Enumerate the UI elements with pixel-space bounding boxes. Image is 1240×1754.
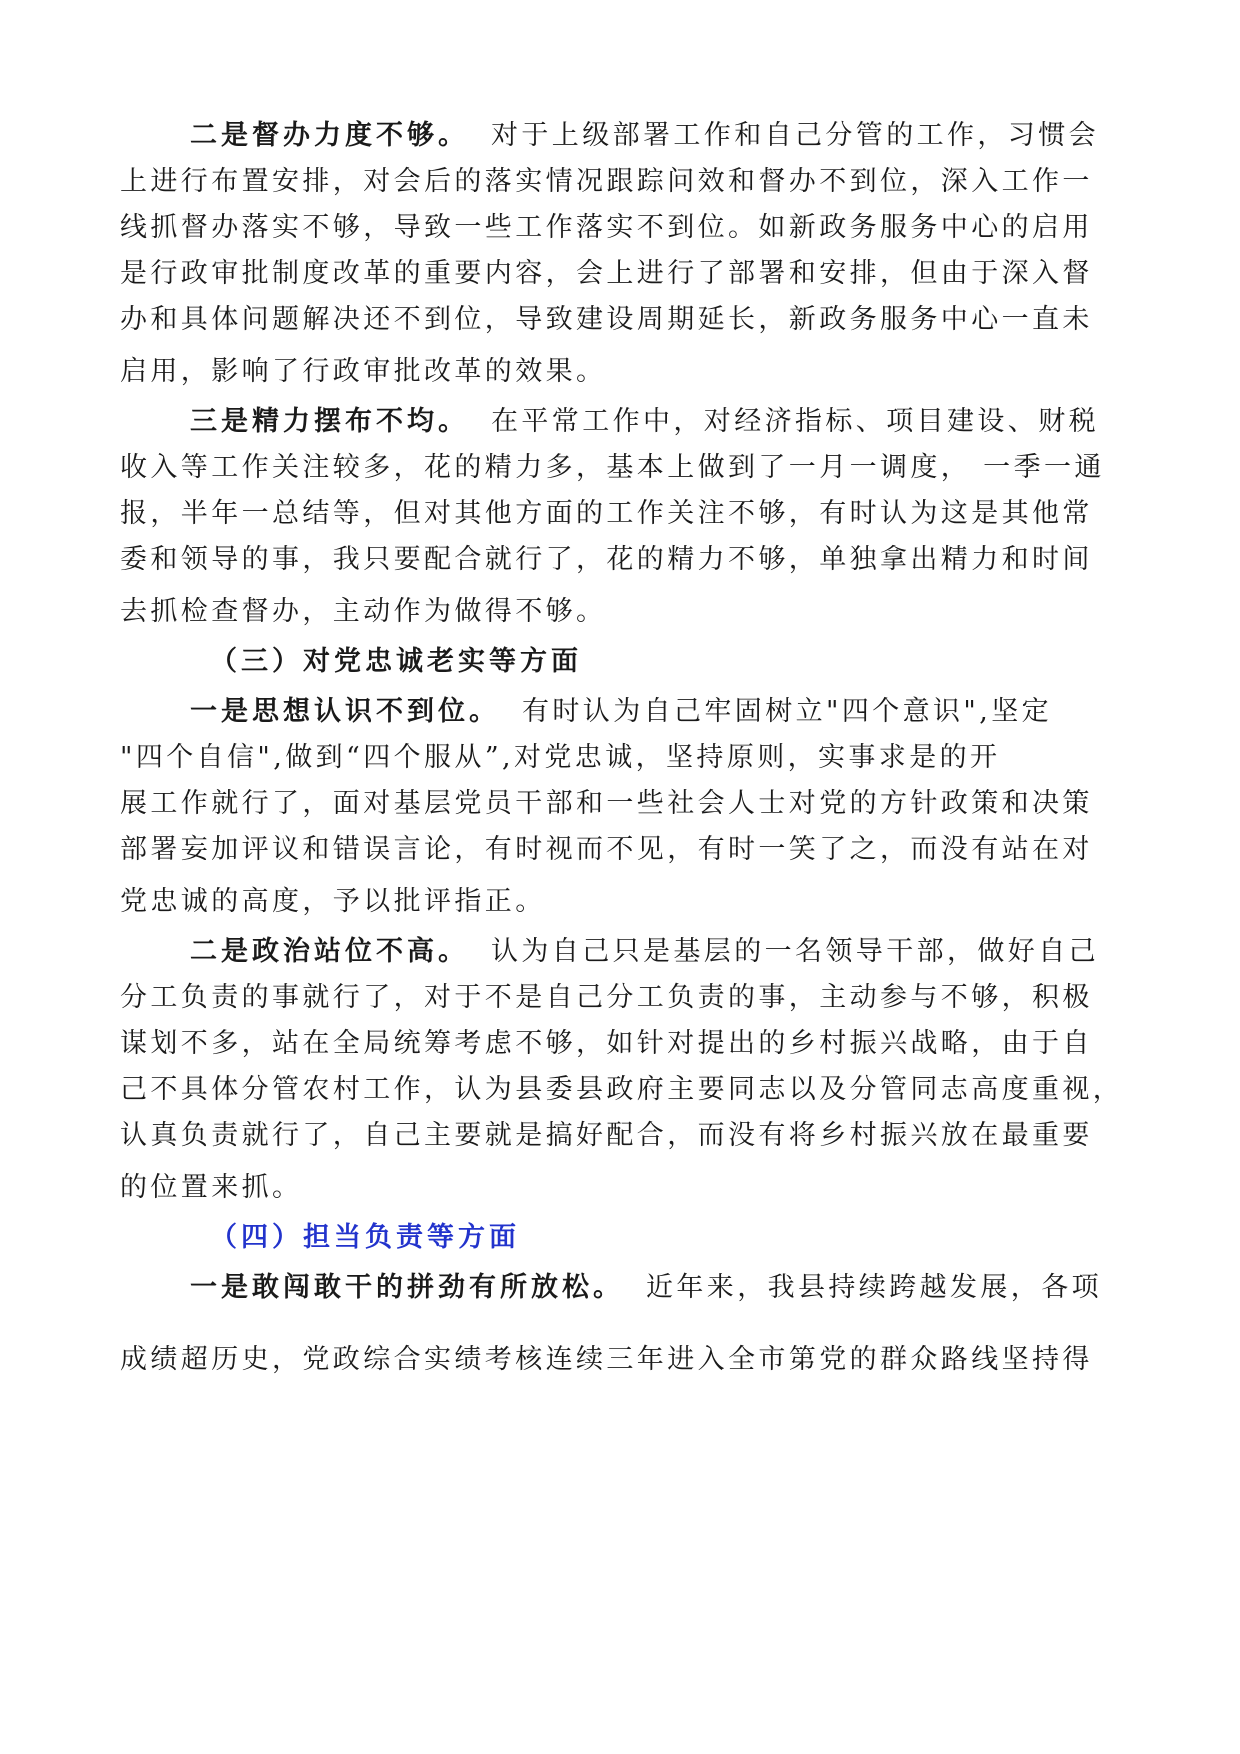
paragraph-text: 近年来，我县持续跨越发展，各项 — [646, 1272, 1102, 1303]
paragraph-line: 去抓检查督办，主动作为做得不够。 — [120, 596, 607, 627]
paragraph-line — [190, 404, 1130, 440]
paragraph-line: 收入等工作关注较多，花的精力多，基本上做到了一月一调度， 一季一通 — [120, 452, 1105, 483]
paragraph-line: 认真负责就行了，自己主要就是搞好配合，而没有将乡村振兴放在最重要 — [120, 1120, 1093, 1151]
paragraph-line: 党忠诚的高度，予以批评指正。 — [120, 886, 546, 917]
paragraph-line: 分工负责的事就行了，对于不是自己分工负责的事，主动参与不够，积极 — [120, 982, 1093, 1013]
paragraph-line: 委和领导的事，我只要配合就行了，花的精力不够，单独拿出精力和时间 — [120, 544, 1093, 575]
paragraph-line: 报，半年一总结等，但对其他方面的工作关注不够，有时认为这是其他常 — [120, 498, 1093, 529]
paragraph-line: 办和具体问题解决还不到位，导致建设周期延长，新政务服务中心一直未 — [120, 304, 1093, 335]
paragraph-line: 展工作就行了，面对基层党员干部和一些社会人士对党的方针政策和决策 — [120, 788, 1093, 819]
paragraph-line — [190, 934, 1130, 970]
paragraph-line: 成绩超历史，党政综合实绩考核连续三年进入全市第党的群众路线坚持得 — [120, 1344, 1093, 1375]
paragraph-text: 对于上级部署工作和自己分管的工作，习惯会 — [491, 120, 1099, 151]
paragraph-lead: 二是督办力度不够。 — [190, 120, 469, 151]
paragraph-line: 己不具体分管农村工作，认为县委县政府主要同志以及分管同志高度重视， — [120, 1074, 1124, 1105]
paragraph-line: 启用，影响了行政审批改革的效果。 — [120, 356, 607, 387]
paragraph-line: 的位置来抓。 — [120, 1172, 303, 1203]
paragraph-line: 上进行布置安排，对会后的落实情况跟踪问效和督办不到位，深入工作一 — [120, 166, 1093, 197]
paragraph-lead: 三是精力摆布不均。 — [190, 406, 469, 437]
paragraph-line: "四个自信",做到“四个服从”,对党忠诚，坚持原则，实事求是的开 — [120, 742, 1001, 773]
paragraph-text: 在平常工作中，对经济指标、项目建设、财税 — [491, 406, 1099, 437]
paragraph-line: 是行政审批制度改革的重要内容，会上进行了部署和安排，但由于深入督 — [120, 258, 1093, 289]
paragraph-text: 有时认为自己牢固树立"四个意识",坚定 — [522, 696, 1053, 727]
paragraph-text: 认为自己只是基层的一名领导干部，做好自己 — [491, 936, 1099, 967]
paragraph-lead: 二是政治站位不高。 — [190, 936, 469, 967]
paragraph-line — [190, 694, 1130, 730]
paragraph-line — [190, 118, 1130, 154]
section-heading: （四）担当负责等方面 — [210, 1222, 520, 1253]
paragraph-line — [190, 1270, 1130, 1306]
paragraph-line: 部署妄加评议和错误言论，有时视而不见，有时一笑了之，而没有站在对 — [120, 834, 1093, 865]
paragraph-lead: 一是敢闯敢干的拼劲有所放松。 — [190, 1272, 624, 1303]
section-heading: （三）对党忠诚老实等方面 — [210, 646, 582, 677]
paragraph-line: 谋划不多，站在全局统筹考虑不够，如针对提出的乡村振兴战略，由于自 — [120, 1028, 1093, 1059]
paragraph-line: 线抓督办落实不够，导致一些工作落实不到位。如新政务服务中心的启用 — [120, 212, 1093, 243]
paragraph-lead: 一是思想认识不到位。 — [190, 696, 500, 727]
